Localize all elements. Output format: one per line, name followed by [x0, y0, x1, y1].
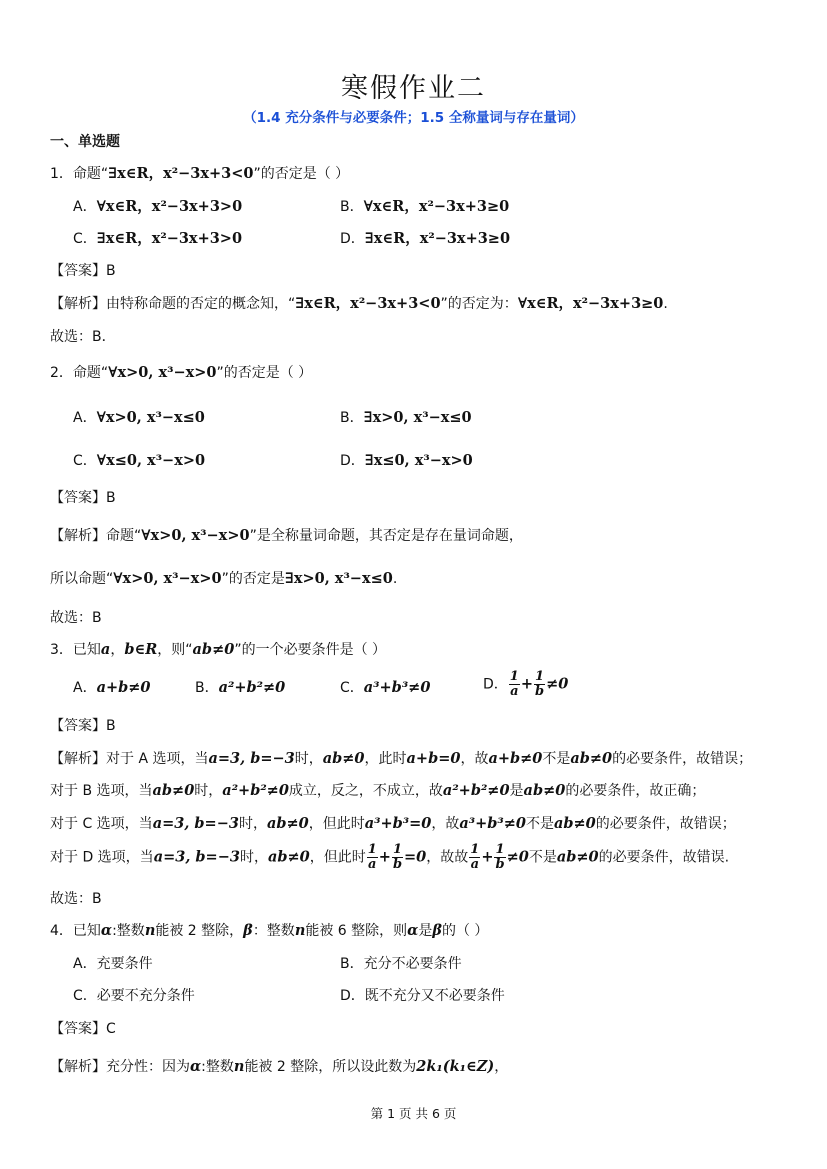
q2-conclusion: 故选：B	[50, 610, 102, 626]
q1-option-a: A．∀x∈R，x²−3x+3>0	[73, 198, 243, 215]
q3-explanation-b: 对于 B 选项，当ab≠0时，a²+b²≠0成立，反之，不成立，故a²+b²≠0是ab≠0的必要条件，故正确；	[50, 782, 706, 799]
q3-answer: 【答案】B	[50, 718, 116, 734]
q3-explanation-d: 对于 D 选项，当a=3, b=−3时，ab≠0，但此时 $\frac{1}{a}$ + $\frac{1}{b}$ =0，故故 $\frac{1}{a}$ + $\frac{1}{b}$ ≠0不是ab≠0的必要条件，故错误.	[50, 842, 730, 872]
page-footer: 第 1 页 共 6 页	[370, 1106, 457, 1121]
q1-option-d: D．∃x∈R，x²−3x+3≥0	[340, 230, 511, 247]
q3-stem: 3．已知a，b∈R，则“ab≠0”的一个必要条件是（ ）	[50, 641, 387, 658]
q3-option-c: C．a³+b³≠0	[340, 679, 431, 696]
q2-stem: 2．命题“∀x>0, x³−x>0”的否定是（ ）	[50, 364, 313, 381]
q3-explanation-a: 【解析】对于 A 选项，当a=3, b=−3时，ab≠0，此时a+b=0，故a+b≠0不是ab≠0的必要条件，故错误；	[50, 750, 753, 767]
fraction: $\frac{1}{b}$	[495, 842, 505, 872]
q4-option-a: A．充要条件	[73, 956, 153, 972]
section-heading: 一、单选题	[50, 134, 120, 150]
q4-answer: 【答案】C	[50, 1021, 116, 1037]
q2-option-b: B．∃x>0, x³−x≤0	[340, 409, 472, 426]
fraction: $\frac{1}{b}$	[534, 669, 545, 699]
q2-explanation-line1: 【解析】命题“∀x>0, x³−x>0”是全称量词命题，其否定是存在量词命题，	[50, 527, 523, 544]
q3-option-b: B．a²+b²≠0	[195, 679, 286, 696]
q3-option-d: D． $\frac{1}{a}$ + $\frac{1}{b}$ ≠0	[483, 669, 569, 699]
q3-conclusion: 故选：B	[50, 891, 102, 907]
q2-explanation-line2: 所以命题“∀x>0, x³−x>0”的否定是∃x>0, x³−x≤0.	[50, 570, 398, 587]
page-subtitle: （1.4 充分条件与必要条件；1.5 全称量词与存在量词）	[243, 110, 584, 126]
q4-stem: 4．已知α:整数n能被 2 整除，β：整数n能被 6 整除，则α是β的（ ）	[50, 922, 489, 939]
fraction: $\frac{1}{b}$	[392, 842, 403, 872]
q2-option-c: C．∀x≤0, x³−x>0	[73, 452, 206, 469]
q1-explanation: 【解析】由特称命题的否定的概念知，“∃x∈R，x²−3x+3<0”的否定为：∀x∈R，x²−3x+3≥0.	[50, 295, 668, 312]
q4-option-d: D．既不充分又不必要条件	[340, 988, 505, 1004]
q2-answer: 【答案】B	[50, 490, 116, 506]
q2-option-d: D．∃x≤0, x³−x>0	[340, 452, 473, 469]
q4-option-c: C．必要不充分条件	[73, 988, 195, 1004]
q4-option-b: B．充分不必要条件	[340, 956, 462, 972]
q1-option-c: C．∃x∈R，x²−3x+3>0	[73, 230, 243, 247]
q1-stem: 1．命题“∃x∈R，x²−3x+3<0”的否定是（ ）	[50, 165, 350, 182]
q4-explanation: 【解析】充分性：因为α:整数n能被 2 整除，所以设此数为2k₁(k₁∈Z)，	[50, 1058, 509, 1075]
q1-option-b: B．∀x∈R，x²−3x+3≥0	[340, 198, 510, 215]
fraction: $\frac{1}{a}$	[509, 669, 519, 699]
q2-option-a: A．∀x>0, x³−x≤0	[73, 409, 205, 426]
q1-answer: 【答案】B	[50, 263, 116, 279]
q1-conclusion: 故选：B．	[50, 329, 116, 345]
fraction: $\frac{1}{a}$	[367, 842, 377, 872]
q3-explanation-c: 对于 C 选项，当a=3, b=−3时，ab≠0，但此时a³+b³=0，故a³+b³≠0不是ab≠0的必要条件，故错误；	[50, 815, 736, 832]
q3-option-a: A．a+b≠0	[73, 679, 151, 696]
page-title: 寒假作业二	[341, 73, 486, 104]
fraction: $\frac{1}{a}$	[470, 842, 480, 872]
